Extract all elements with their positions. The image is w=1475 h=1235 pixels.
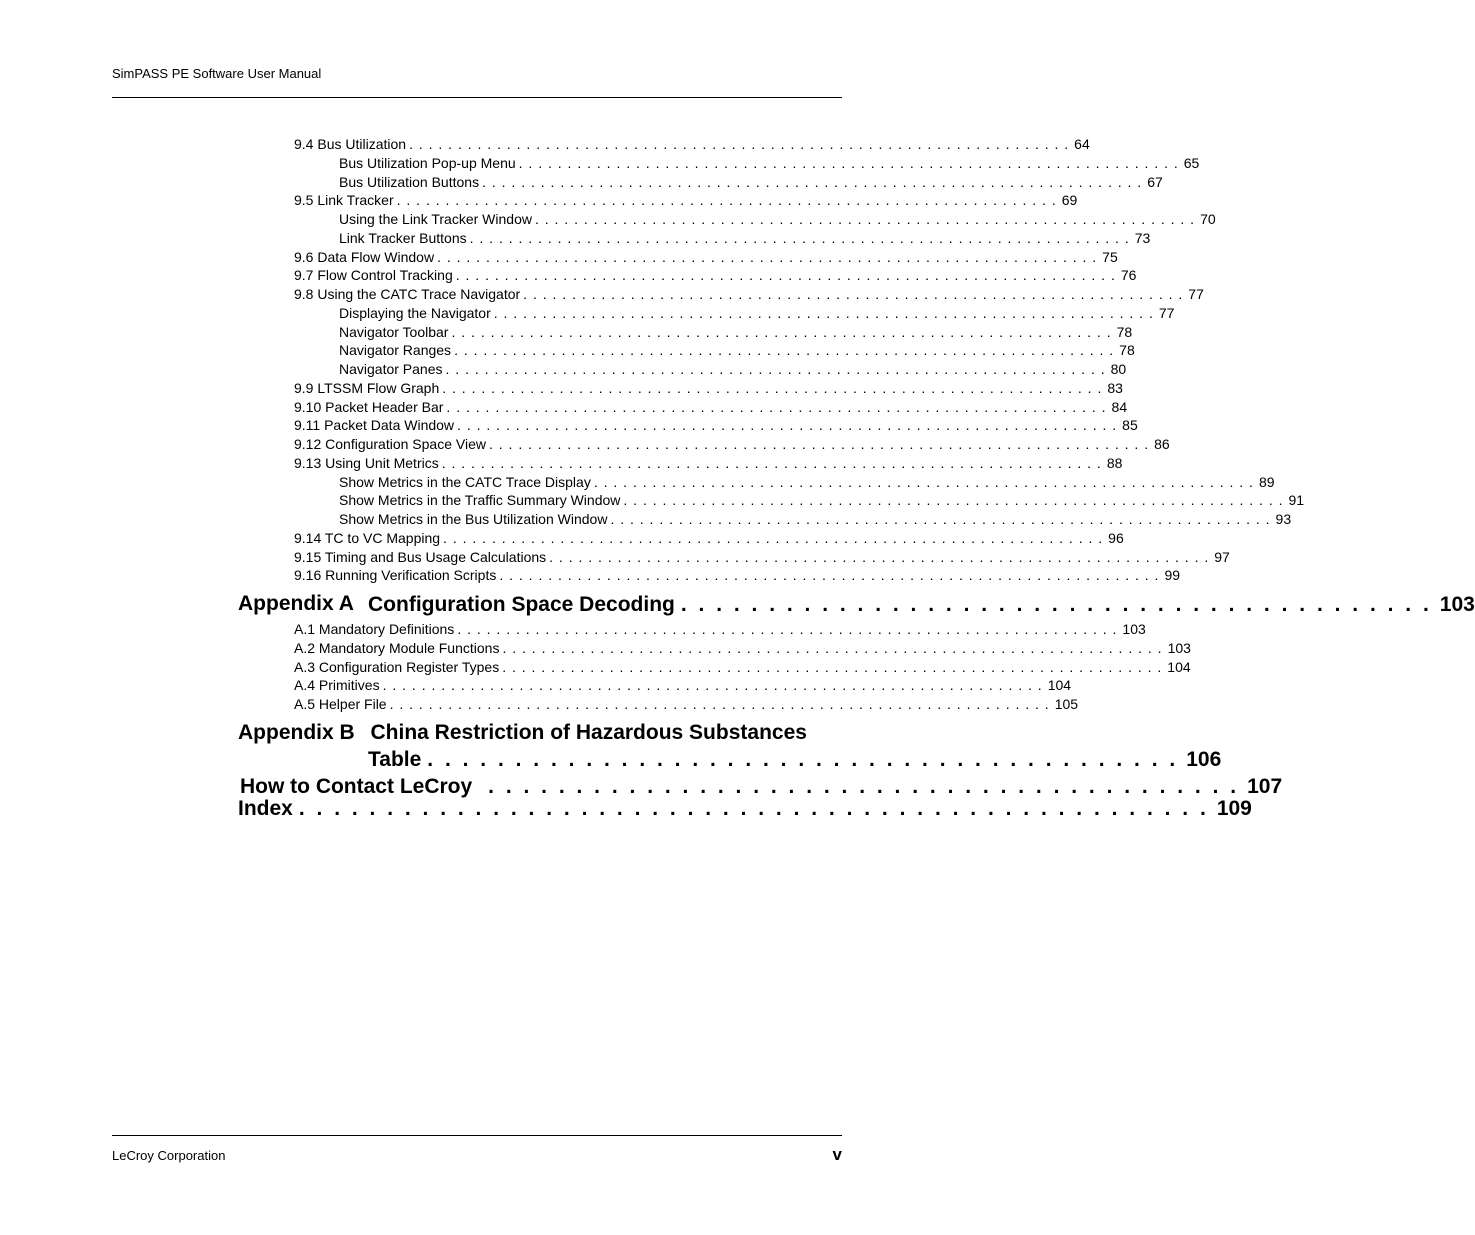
appendix-b-prefix: Appendix B <box>238 721 355 744</box>
page-number: v <box>832 1145 842 1164</box>
toc-entry-title: A.4 Primitives <box>294 677 380 693</box>
toc-entry-title: Navigator Panes <box>339 361 443 377</box>
toc-entry[interactable] <box>339 341 1135 360</box>
toc-entry[interactable] <box>339 154 1200 173</box>
toc-entry[interactable] <box>294 285 1204 304</box>
toc-entry-title: A.3 Configuration Register Types <box>294 659 500 675</box>
toc-entry-title: Navigator Ranges <box>339 342 452 358</box>
toc-entry-page: 86 <box>1154 436 1170 452</box>
toc-entry-page: 69 <box>1061 192 1078 208</box>
leader-dots: . . . . . . . . . . . . . . . . . . . . . . . . . . . . . . . . . . . . . . . . . . . . . . . . . . . . . . . . . . . . . . . . . . . . <box>441 455 1102 471</box>
toc-entry-page: 89 <box>1258 474 1275 490</box>
toc-entry-page: 104 <box>1047 677 1072 693</box>
toc-entry-page: 77 <box>1158 305 1175 321</box>
appendix-a-title: Configuration Space Decoding <box>368 593 675 616</box>
toc-entry[interactable] <box>294 639 1191 658</box>
toc-entry[interactable] <box>294 676 1072 695</box>
toc-entry[interactable] <box>294 248 1118 267</box>
toc-entry[interactable] <box>294 454 1123 473</box>
leader-dots: . . . . . . . . . . . . . . . . . . . . . . . . . . . . . . . . . . . . . . . . . . . . . . . . . . . . . . . . . . . . . . . . . . . . <box>396 192 1057 208</box>
toc-entry[interactable] <box>339 304 1175 323</box>
toc-entry-title: Navigator Toolbar <box>339 324 449 340</box>
toc-entry[interactable] <box>294 191 1078 210</box>
toc-entry-page: 104 <box>1167 659 1191 675</box>
toc-entry[interactable] <box>294 379 1123 398</box>
leader-dots: . . . . . . . . . . . . . . . . . . . . . . . . . . . . . . . . . . . . . . . . . . . . . . . . . . . . . . . . . . . . . . . . . . . . <box>389 696 1050 712</box>
toc-entry[interactable] <box>339 360 1127 379</box>
toc-entry-page: 65 <box>1183 155 1200 171</box>
toc-entry[interactable] <box>339 473 1275 492</box>
contact-page: 107 <box>1247 775 1283 798</box>
footer-company: LeCroy Corporation <box>112 1148 226 1163</box>
toc-entry-title: 9.13 Using Unit Metrics <box>294 455 439 471</box>
leader-dots: . . . . . . . . . . . . . . . . . . . . . . . . . . . . . . . . . . . . . . . . . . . . . . . . . . . . . . . . . . . . . . . . . . . . <box>445 361 1106 377</box>
appendix-b-title-line2: Table <box>368 748 422 771</box>
toc-entry[interactable] <box>339 510 1292 529</box>
toc-entry-page: 96 <box>1108 530 1124 546</box>
leader-dots: . . . . . . . . . . . . . . . . . . . . . . . . . . . . . . . . . . . . . . . . . . . . . . . . . . . . . . . . . . . . . . . . . . . . <box>502 659 1163 675</box>
leader-dots: . . . . . . . . . . . . . . . . . . . . . . . . . . . . . . . . . . . . . . . . . . . . . . . . . . . . . . . . . . . . . . . . . . . . <box>437 249 1098 265</box>
toc-entry-page: 80 <box>1110 361 1127 377</box>
leader-dots: . . . . . . . . . . . . . . . . . . . . . . . . . . . . . . . . . . . . . . . . . . . . . . . . . . . . . . . . . . . . . . . . . . . . <box>457 621 1118 637</box>
toc-entry-title: Show Metrics in the Traffic Summary Window <box>339 492 621 508</box>
toc-entry[interactable] <box>294 658 1191 677</box>
toc-entry-title: 9.15 Timing and Bus Usage Calculations <box>294 549 547 565</box>
toc-entry-page: 70 <box>1200 211 1216 227</box>
toc-entry-page: 93 <box>1275 511 1292 527</box>
leader-dots: . . . . . . . . . . . . . . . . . . . . . . . . . . . . . . . . . . . . . . . . . . . . . . . . . . . . . . . . . . . . . . . . . . . . <box>593 474 1254 490</box>
toc-entry-title: A.5 Helper File <box>294 696 387 712</box>
toc-entry-title: 9.4 Bus Utilization <box>294 136 407 152</box>
toc-entry-title: 9.5 Link Tracker <box>294 192 394 208</box>
toc-entry-page: 88 <box>1106 455 1123 471</box>
leader-dots: . . . . . . . . . . . . . . . . . . . . . . . . . . . . . . . . . . . . . . . . . . . . . . . . . . . . . . . . . . . . . . . . . . . . <box>518 155 1179 171</box>
toc-entry-title: 9.12 Configuration Space View <box>294 436 486 452</box>
appendix-b-heading[interactable] <box>238 721 807 745</box>
toc-entry[interactable] <box>339 491 1305 510</box>
toc-entry-page: 91 <box>1288 492 1305 508</box>
toc-entry[interactable] <box>339 323 1133 342</box>
toc-entry-page: 67 <box>1147 174 1163 190</box>
index-entry[interactable] <box>238 796 1252 822</box>
toc-entry-title: A.2 Mandatory Module Functions <box>294 640 500 656</box>
toc-entry[interactable] <box>294 135 1090 154</box>
toc-entry-title: Show Metrics in the Bus Utilization Window <box>339 511 608 527</box>
appendix-a-page: 103 <box>1439 593 1475 616</box>
appendix-b-title-line1: China Restriction of Hazardous Substances <box>370 721 807 744</box>
leader-dots: . . . . . . . . . . . . . . . . . . . . . . . . . . . . . . . . . . . . . . . . . . . . . . . . . . . . . . . . . . . . . . . . . . . . <box>549 549 1210 565</box>
leader-dots: . . . . . . . . . . . . . . . . . . . . . . . . . . . . . . . . . . . . . . . . . . . . . . . . . . . . . . . . . . . . . . . . . . . . <box>534 211 1196 227</box>
toc-entry-title: 9.14 TC to VC Mapping <box>294 530 441 546</box>
index-title: Index <box>238 797 293 820</box>
appendix-a-entry[interactable] <box>368 592 1475 618</box>
toc-entry-title: 9.9 LTSSM Flow Graph <box>294 380 440 396</box>
toc-entry-page: 76 <box>1120 267 1137 283</box>
toc-entry-title: 9.7 Flow Control Tracking <box>294 267 453 283</box>
leader-dots: . . . . . . . . . . . . . . . . . . . . . . . . . . . . . . . . . . . . . . . . . . . <box>427 748 1179 771</box>
leader-dots: . . . . . . . . . . . . . . . . . . . . . . . . . . . . . . . . . . . . . . . . . . . . . . . . . . . . . . . . . . . . . . . . . . . . <box>382 677 1043 693</box>
toc-entry-title: A.1 Mandatory Definitions <box>294 621 455 637</box>
toc-entry-page: 97 <box>1214 549 1230 565</box>
toc-entry-page: 64 <box>1074 136 1090 152</box>
toc-entry-title: Using the Link Tracker Window <box>339 211 532 227</box>
toc-entry-title: 9.6 Data Flow Window <box>294 249 435 265</box>
toc-entry-title: 9.16 Running Verification Scripts <box>294 567 497 583</box>
contact-title: How to Contact LeCroy <box>240 775 473 798</box>
toc-entry-title: Displaying the Navigator <box>339 305 491 321</box>
toc-entry-title: 9.8 Using the CATC Trace Navigator <box>294 286 521 302</box>
header-rule <box>112 97 842 98</box>
leader-dots: . . . . . . . . . . . . . . . . . . . . . . . . . . . . . . . . . . . . . . . . . . . . . . . . . . . . . . . . . . . . . . . . . . . . <box>446 399 1107 415</box>
leader-dots: . . . . . . . . . . . . . . . . . . . . . . . . . . . . . . . . . . . . . . . . . . . . . . . . . . . . . . . . . . . . . . . . . . . . <box>610 511 1271 527</box>
toc-entry-page: 77 <box>1188 286 1204 302</box>
toc-entry-page: 83 <box>1107 380 1123 396</box>
toc-entry[interactable] <box>339 173 1163 192</box>
leader-dots: . . . . . . . . . . . . . . . . . . . . . . . . . . . . . . . . . . . . . . . . . . . . . . . . . . . . . . . . . . . . . . . . . . . . <box>442 380 1103 396</box>
toc-entry-page: 99 <box>1164 567 1181 583</box>
leader-dots: . . . . . . . . . . . . . . . . . . . . . . . . . . . . . . . . . . . . . . . . . . . . . . . . . . . . . . . . . . . . . . . . . . . . <box>623 492 1284 508</box>
leader-dots: . . . . . . . . . . . . . . . . . . . . . . . . . . . . . . . . . . . . . . . . . . . . . . . . . . . . . . . . . . . . . . . . . . . . <box>457 417 1118 433</box>
header-title: SimPASS PE Software User Manual <box>112 66 322 81</box>
index-page: 109 <box>1216 797 1252 820</box>
leader-dots: . . . . . . . . . . . . . . . . . . . . . . . . . . . . . . . . . . . . . . . . . . . . . . . . . . . . . . . . . . . . . . . . . . . . <box>493 305 1154 321</box>
toc-entry[interactable] <box>294 695 1079 714</box>
appendix-b-entry[interactable] <box>368 747 1222 773</box>
leader-dots: . . . . . . . . . . . . . . . . . . . . . . . . . . . . . . . . . . . . . . . . . . . . . . . . . . . . . . . . . . . . . . . . . . . . <box>451 324 1112 340</box>
leader-dots: . . . . . . . . . . . . . . . . . . . . . . . . . . . . . . . . . . . . . . . . . . . . . . . . . . . . . . . . . . . . . . . . . . . . <box>488 436 1150 452</box>
leader-dots: . . . . . . . . . . . . . . . . . . . . . . . . . . . . . . . . . . . . . . . . . . . . . . . . . . . . . . . . . . . . . . . . . . . . <box>469 230 1130 246</box>
leader-dots: . . . . . . . . . . . . . . . . . . . . . . . . . . . . . . . . . . . . . . . . . . . . . . . . . . . . . . . . . . . . . . . . . . . . <box>499 567 1160 583</box>
leader-dots: . . . . . . . . . . . . . . . . . . . . . . . . . . . . . . . . . . . . . . . . . . . . . . . . . . . . . . . . . . . . . . . . . . . . <box>502 640 1163 656</box>
toc-entry-page: 78 <box>1119 342 1135 358</box>
toc-entry[interactable] <box>294 529 1124 548</box>
toc-entry-page: 105 <box>1054 696 1079 712</box>
toc-entry-title: 9.11 Packet Data Window <box>294 417 455 433</box>
toc-entry[interactable] <box>339 229 1151 248</box>
leader-dots: . . . . . . . . . . . . . . . . . . . . . . . . . . . . . . . . . . . . . . . . . . . <box>488 775 1240 798</box>
toc-entry[interactable] <box>294 620 1146 639</box>
footer-rule <box>112 1135 842 1136</box>
toc-entry-title: Link Tracker Buttons <box>339 230 467 246</box>
toc-entry-page: 75 <box>1102 249 1118 265</box>
toc-entry-title: Show Metrics in the CATC Trace Display <box>339 474 591 490</box>
toc-entry[interactable] <box>294 566 1181 585</box>
leader-dots: . . . . . . . . . . . . . . . . . . . . . . . . . . . . . . . . . . . . . . . . . . . . . . . . . . . . . . . . . . . . . . . . . . . . <box>482 174 1143 190</box>
toc-entry[interactable] <box>294 416 1138 435</box>
toc-entry-page: 85 <box>1122 417 1138 433</box>
leader-dots: . . . . . . . . . . . . . . . . . . . . . . . . . . . . . . . . . . . . . . . . . . . . . . . . . . . . . . . . . . . . . . . . . . . . <box>523 286 1184 302</box>
appendix-a-heading[interactable] <box>238 592 364 616</box>
leader-dots: . . . . . . . . . . . . . . . . . . . . . . . . . . . . . . . . . . . . . . . . . . . . . . . . . . . . <box>298 797 1209 820</box>
appendix-b-page: 106 <box>1186 748 1222 771</box>
toc-entry-title: Bus Utilization Pop-up Menu <box>339 155 516 171</box>
toc-entry-page: 78 <box>1116 324 1133 340</box>
leader-dots: . . . . . . . . . . . . . . . . . . . . . . . . . . . . . . . . . . . . . . . . . . . . . . . . . . . . . . . . . . . . . . . . . . . . <box>443 530 1104 546</box>
toc-entry-page: 103 <box>1167 640 1191 656</box>
toc-entry-title: 9.10 Packet Header Bar <box>294 399 444 415</box>
appendix-a-prefix: Appendix A <box>238 592 354 615</box>
toc-entry[interactable] <box>339 210 1216 229</box>
toc-entry[interactable] <box>294 548 1230 567</box>
leader-dots: . . . . . . . . . . . . . . . . . . . . . . . . . . . . . . . . . . . . . . . . . . . . . . . . . . . . . . . . . . . . . . . . . . . . <box>409 136 1070 152</box>
toc-entry-page: 84 <box>1111 399 1128 415</box>
toc-entry-title: Bus Utilization Buttons <box>339 174 480 190</box>
toc-entry[interactable] <box>294 435 1170 454</box>
toc-entry-page: 103 <box>1122 621 1146 637</box>
toc-entry[interactable] <box>294 266 1137 285</box>
leader-dots: . . . . . . . . . . . . . . . . . . . . . . . . . . . . . . . . . . . . . . . . . . . <box>680 593 1432 616</box>
leader-dots: . . . . . . . . . . . . . . . . . . . . . . . . . . . . . . . . . . . . . . . . . . . . . . . . . . . . . . . . . . . . . . . . . . . . <box>455 267 1116 283</box>
toc-entry-page: 73 <box>1134 230 1151 246</box>
leader-dots: . . . . . . . . . . . . . . . . . . . . . . . . . . . . . . . . . . . . . . . . . . . . . . . . . . . . . . . . . . . . . . . . . . . . <box>454 342 1115 358</box>
toc-entry[interactable] <box>294 398 1128 417</box>
